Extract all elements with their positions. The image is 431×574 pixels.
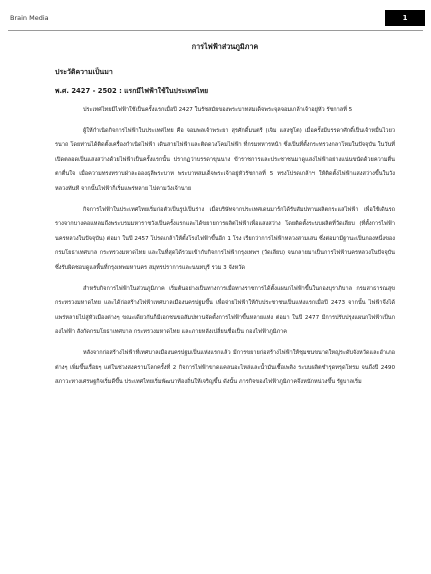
page-header <box>0 0 431 30</box>
paragraph-5: หลังจากก่อสร้างไฟฟ้าที่เทศบาลเมืองนครปฐมเป็นแห่งแรกแล้ว มีการขยายก่อสร้างไฟฟ้าให้ชุมชนขนาดใหญ่ระดับจังหวัดและอำเภอต่างๆ เพิ่มขึ้นเรื่อยๆ แต่ในช่วงสงครามโลกครั้งที่ 2 กิจการไฟฟ้าขาดแคลนอะไหล่และน้ำมันเชื้อเพลิง ระบบผลิตชำรุดทรุดโทรม จนถึงปี 2490 สภาวะทางเศรษฐกิจเริ่มดีขึ้น ประเทศไทยเริ่มพัฒนาท้องถิ่นให้เจริญขึ้น ดังนั้น ภารกิจของไฟฟ้าภูมิภาคจึงหนักหน่วงขึ้น รัฐบาลเริ่ม <box>55 349 395 386</box>
header-divider <box>8 30 423 31</box>
paragraph-2: ผู้ให้กำเนิดกิจการไฟฟ้าในประเทศไทย คือ จอมพลเจ้าพระยา สุรศักดิ์มนตรี (เจิม แสงชูโต) เมื่อครั้งมีบรรดาศักดิ์เป็นเจ้าหมื่นไวยวรนาถ โดยท่านได้ติดตั้งเครื่องกำเนิดไฟฟ้า เดินสายไฟฟ้าและติดดวงโคมไฟฟ้า ที่กรมทหารหน้า ซึ่งเป็นที่ตั้งกระทรวงกลาโหมในปัจจุบัน ในวันที่เปิดตลอดเป็นแสงสว่างด้วยไฟฟ้าเป็นครั้งแรกนั้น ปรากฏว่าบรรดาขุนนาง ข้าราชการและประชาชนมาดูแสงไฟฟ้าอย่างแน่นขนัดด้วยความตื่นตาตื่นใจ เมื่อความทรงทราบฝ่าละอองธุลีพระบาท พระบาทสมเด็จพระเจ้าอยู่หัวรัชกาลที่ 5 ทรงโปรดเกล้าฯ ให้ติดตั้งไฟฟ้าแสงสว่างขึ้นในวังหลวงทันที จากนั้นไฟฟ้าก็เริ่มแพร่หลาย ไปตามวังเจ้านาย <box>55 127 395 192</box>
paragraph-3: กิจการไฟฟ้าในประเทศไทยเริ่มก่อตัวเป็นรูปเป็นร่าง เมื่อบริษัทจากประเทศเดนมาร์กได้รับสัมปทานผลิตกระแสไฟฟ้า เพื่อใช้เดินรถรางจากบางคอแหลมถึงพระบรมมหาราชวังเป็นครั้งแรกและได้ขยายการผลิตไฟฟ้าเพื่อแสงสว่าง โดยติดตั้งระบบผลิตที่วัดเลียบ (ที่ตั้งการไฟฟ้านครหลวงในปัจจุบัน) ต่อมา ในปี 2457 โปรดเกล้าให้ตั้งโรงไฟฟ้าขึ้นอีก 1 โรง เรียกว่าการไฟฟ้าหลวงสามเสน ซึ่งต่อมามีฐานะเป็นกองหนึ่งของกรมโยธาเทศบาล กระทรวงมหาดไทย และในที่สุดได้รวมเข้ากับกิจการไฟฟ้ากรุงเทพฯ (วัดเลียบ) จนกลายมาเป็นการไฟฟ้านครหลวงในปัจจุบัน ซึ่งรับผิดชอบดูแลพื้นที่กรุงเทพมหานคร สมุทรปราการและนนทบุรี รวม 3 จังหวัด <box>55 206 395 271</box>
document-body <box>55 42 395 396</box>
document-title: การไฟฟ้าส่วนภูมิภาค <box>191 42 259 51</box>
brand-label: Brain Media <box>10 14 49 22</box>
paragraph-4: สำหรับกิจการไฟฟ้าในส่วนภูมิภาค เริ่มต้นอย่างเป็นทางการเมื่อทางราชการได้ตั้งแผนกไฟฟ้าขึ้นในกองบุราภิบาล กรมสาธารณสุข กระทรวงมหาดไทย และได้ก่อสร้างไฟฟ้าเทศบาลเมืองนครปฐมขึ้น เพื่อจ่ายไฟฟ้าให้กับประชาชนเป็นแห่งแรกเมื่อปี 2473 จากนั้น ไฟฟ้าจึงได้แพร่หลายไปสู่หัวเมืองต่างๆ ขณะเดียวกันก็มีเอกชนขอสัมปทานจัดตั้งการไฟฟ้าขึ้นหลายแห่ง ต่อมา ในปี 2477 มีการปรับปรุงแผนกไฟฟ้าเป็นกองไฟฟ้า สังกัดกรมโยธาเทศบาล กระทรวงมหาดไทย และภายหลังเปลี่ยนชื่อเป็น กองไฟฟ้าภูมิภาค <box>55 285 395 336</box>
page-number-badge: 1 <box>385 10 425 26</box>
subsection-heading: พ.ศ. 2427 - 2502 : แรกมีไฟฟ้าใช้ในประเทศไทย <box>55 87 209 95</box>
section-heading: ประวัติความเป็นมา <box>55 68 113 76</box>
paragraph-1: ประเทศไทยมีไฟฟ้าใช้เป็นครั้งแรกเมื่อปี 2427 ในรัชสมัยของพระบาทสมเด็จพระจุลจอมเกล้าเจ้าอยู่หัว รัชกาลที่ 5 <box>83 107 353 113</box>
